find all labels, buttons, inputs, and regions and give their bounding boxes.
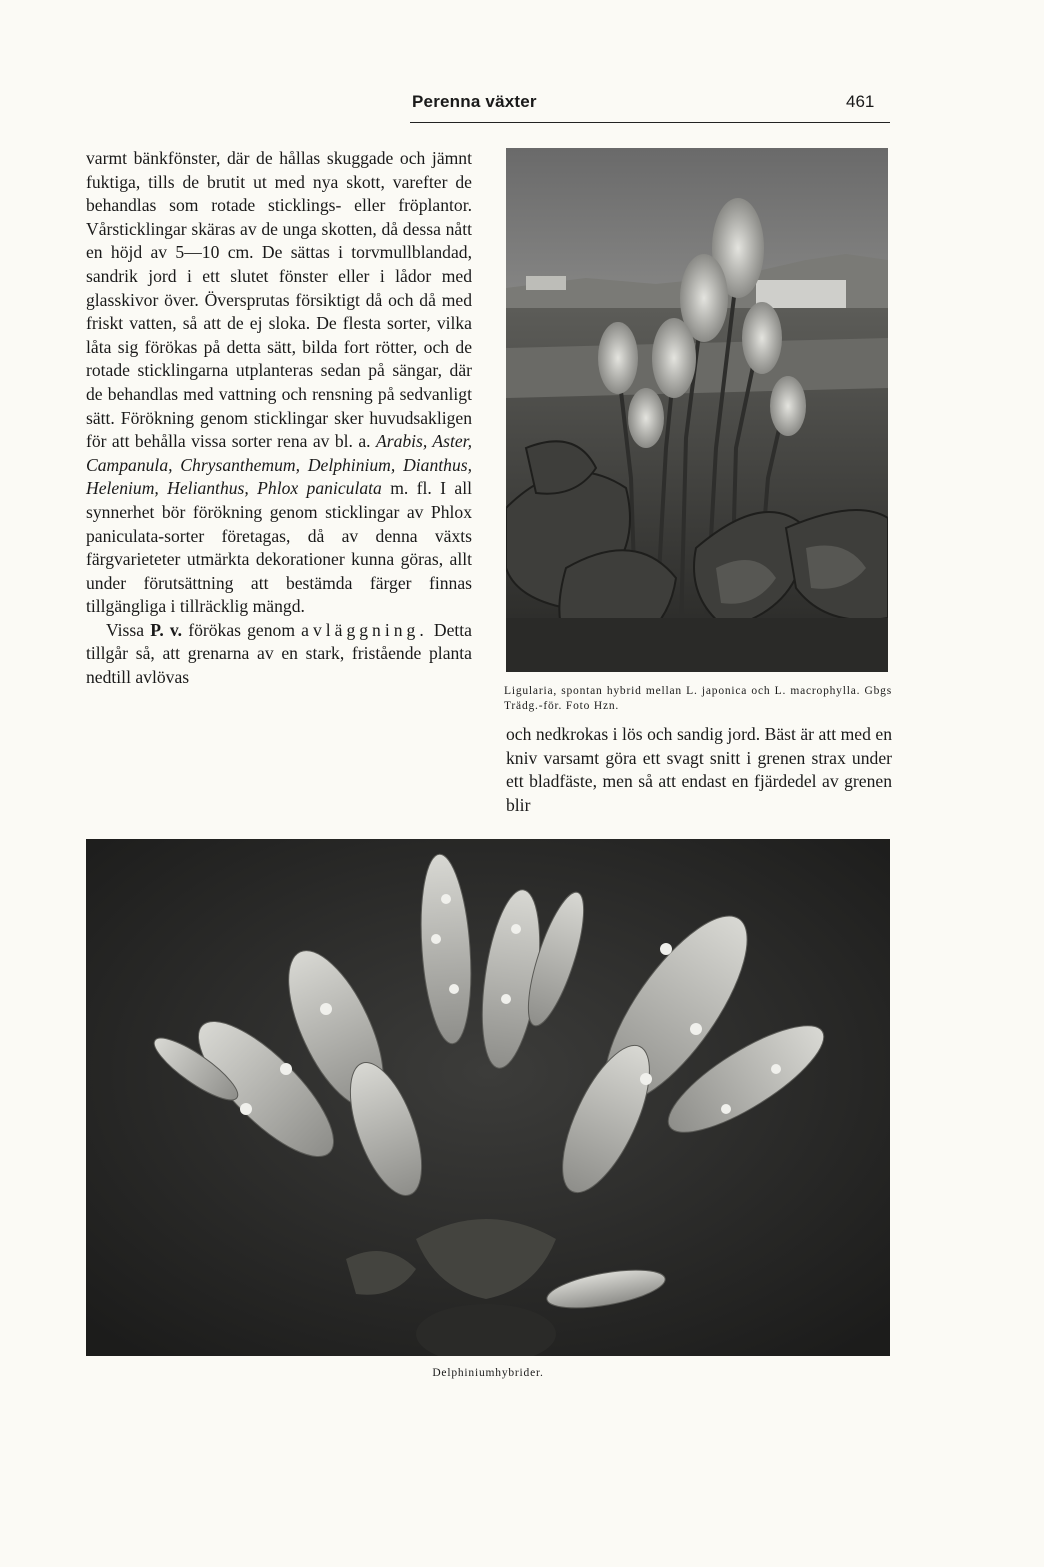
delphinium-caption: Delphiniumhybrider.: [432, 1367, 544, 1379]
layering-text-c: Detta tillgår så, att grenarna av en stark, fristående planta nedtill avlövas: [86, 619, 472, 688]
right-text-column: [506, 723, 892, 817]
ligularia-caption: Ligularia, spontan hybrid mellan L. japonica och L. macrophylla. Gbgs Trädg.-för. Foto Hzn.: [504, 685, 892, 712]
header-rule: [410, 122, 890, 123]
paragraph-continued: och nedkrokas i lös och sandig jord. Bäst är att med en kniv varsamt göra ett svagt snitt i grenen strax under ett bladfäste, men så att endast en fjärdedel av grenen blir: [506, 724, 892, 815]
genera-list: Arabis, Aster, Campanula, Chrysanthemum, Delphinium, Dianthus, Helenium, Helianthus, Phlox paniculata: [86, 431, 472, 499]
term-avlaggning: avläggning.: [301, 619, 428, 640]
layering-text-a: Vissa: [106, 619, 145, 640]
abbreviation-pv: P. v.: [150, 619, 183, 640]
page-number: 461: [846, 92, 875, 111]
ligularia-photo: [506, 148, 888, 672]
delphinium-photo: [86, 839, 890, 1356]
paragraph-layering: [86, 619, 472, 690]
layering-text-b: förökas genom: [188, 619, 296, 640]
left-text-column: [86, 147, 472, 690]
running-title: Perenna växter: [412, 92, 537, 111]
ligularia-photo-graphic: [506, 148, 888, 672]
paragraph-cuttings-text-a: varmt bänkfönster, där de hållas skuggade och jämnt fuktiga, tills de brutit ut med nya skott, varefter de behandlas som rotade sticklings- eller fröplantor. Vårsticklingar skäras av de unga skotten, då dessa nått en höjd av 5—10 cm. De sättas i torvmullblandad, sandrik jord i ett slutet fönster eller i lådor med glasskivor över. Översprutas försiktigt då och då med friskt vatten, så att de ej sloka. De flesta sorter, vilka låta sig förökas på detta sätt, bilda fort rötter, och de rotade sticklingarna utplanteras sedan på sängar, där de behandlas med vattning och rensning på sedvanligt sätt. Förökning genom sticklingar sker huvudsakligen för att behålla vissa sorter rena av bl. a.: [86, 148, 472, 452]
paragraph-cuttings-text-b: m. fl. I all synnerhet bör förökning genom sticklingar av Phlox paniculata-sorter företagas, då av denna växts färgvarieteter utmärkta dekorationer kunna göras, allt under förutsättning att bestämda färger finnas tillgängliga i tillräcklig mängd.: [86, 478, 472, 617]
paragraph-cuttings: [86, 147, 472, 619]
delphinium-photo-graphic: [86, 839, 890, 1356]
